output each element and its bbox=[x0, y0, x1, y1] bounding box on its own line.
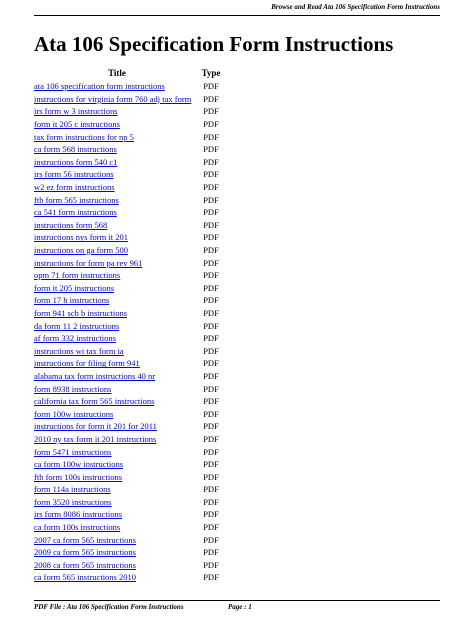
document-link[interactable]: instructions for filing form 941 bbox=[34, 358, 140, 369]
row-type-cell: PDF bbox=[203, 345, 219, 356]
row-title-cell bbox=[34, 508, 200, 521]
document-link[interactable]: ca form 100s instructions bbox=[34, 522, 121, 533]
table-body bbox=[34, 80, 222, 584]
row-title-cell bbox=[34, 420, 200, 433]
table-row bbox=[34, 156, 222, 169]
row-type-cell: PDF bbox=[203, 496, 219, 507]
table-row bbox=[34, 105, 222, 118]
table-row bbox=[34, 571, 222, 584]
document-link[interactable]: form 3520 instructions bbox=[34, 496, 112, 507]
document-link[interactable]: form 5471 instructions bbox=[34, 446, 112, 457]
row-type-cell: PDF bbox=[203, 182, 219, 193]
row-title-cell bbox=[34, 219, 200, 232]
document-link[interactable]: da form 11 2 instructions bbox=[34, 320, 120, 331]
document-link[interactable]: instructions form 568 bbox=[34, 219, 108, 230]
row-type-cell: PDF bbox=[203, 572, 219, 583]
row-title-cell bbox=[34, 370, 200, 383]
row-title-cell bbox=[34, 193, 200, 206]
document-link[interactable]: form 17 h instructions bbox=[34, 295, 110, 306]
table-row bbox=[34, 93, 222, 106]
row-type-cell: PDF bbox=[203, 106, 219, 117]
row-title-cell bbox=[34, 231, 200, 244]
table-row bbox=[34, 282, 222, 295]
document-link[interactable]: instructions nys form it 201 bbox=[34, 232, 128, 243]
running-header: Browse and Read Ata 106 Specification Form Instructions bbox=[271, 3, 440, 11]
row-type-cell: PDF bbox=[203, 421, 219, 432]
row-type-cell: PDF bbox=[203, 282, 219, 293]
row-title-cell bbox=[34, 294, 200, 307]
row-title-cell bbox=[34, 80, 200, 93]
row-type-cell: PDF bbox=[203, 509, 219, 520]
document-link[interactable]: instructions for form pa rev 961 bbox=[34, 257, 143, 268]
row-title-cell bbox=[34, 433, 200, 446]
row-title-cell bbox=[34, 559, 200, 572]
row-title-cell bbox=[34, 332, 200, 345]
footer-divider bbox=[34, 600, 440, 601]
row-type-cell: PDF bbox=[203, 408, 219, 419]
row-type-cell: PDF bbox=[203, 257, 219, 268]
table-row bbox=[34, 508, 222, 521]
document-link[interactable]: af form 332 instructions bbox=[34, 333, 116, 344]
document-link[interactable]: opm 71 form instructions bbox=[34, 270, 121, 281]
document-link[interactable]: form 114a instructions bbox=[34, 484, 111, 495]
row-title-cell bbox=[34, 118, 200, 131]
table-row bbox=[34, 370, 222, 383]
row-title-cell bbox=[34, 496, 200, 509]
row-type-cell: PDF bbox=[203, 144, 219, 155]
document-link[interactable]: irs form 56 instructions bbox=[34, 169, 114, 180]
row-title-cell bbox=[34, 571, 200, 584]
table-row bbox=[34, 420, 222, 433]
table-row bbox=[34, 470, 222, 483]
footer-page-number: Page : 1 bbox=[228, 603, 252, 611]
row-type-cell: PDF bbox=[203, 81, 219, 92]
row-title-cell bbox=[34, 357, 200, 370]
document-link[interactable]: instructions wi tax form ia bbox=[34, 345, 124, 356]
row-title-cell bbox=[34, 93, 200, 106]
table-row bbox=[34, 483, 222, 496]
row-title-cell bbox=[34, 244, 200, 257]
row-type-cell: PDF bbox=[203, 320, 219, 331]
document-link[interactable]: instructions for form it 201 for 2011 bbox=[34, 421, 157, 432]
table-row bbox=[34, 219, 222, 232]
table-row bbox=[34, 332, 222, 345]
table-row bbox=[34, 546, 222, 559]
row-title-cell bbox=[34, 483, 200, 496]
table-row bbox=[34, 357, 222, 370]
table-row bbox=[34, 130, 222, 143]
table-row bbox=[34, 244, 222, 257]
row-type-cell: PDF bbox=[203, 295, 219, 306]
row-type-cell: PDF bbox=[203, 547, 219, 558]
row-type-cell: PDF bbox=[203, 559, 219, 570]
row-title-cell bbox=[34, 445, 200, 458]
row-type-cell: PDF bbox=[203, 433, 219, 444]
table-row bbox=[34, 445, 222, 458]
header-divider bbox=[34, 15, 440, 16]
row-type-cell: PDF bbox=[203, 534, 219, 545]
table-row bbox=[34, 269, 222, 282]
row-type-cell: PDF bbox=[203, 396, 219, 407]
row-title-cell bbox=[34, 156, 200, 169]
table-row bbox=[34, 118, 222, 131]
table-row bbox=[34, 559, 222, 572]
document-link[interactable]: ftb form 565 instructions bbox=[34, 194, 119, 205]
document-link[interactable]: ftb form 100s instructions bbox=[34, 471, 123, 482]
document-link[interactable]: 2010 ny tax form it 201 instructions bbox=[34, 433, 157, 444]
row-title-cell bbox=[34, 546, 200, 559]
row-title-cell bbox=[34, 407, 200, 420]
row-title-cell bbox=[34, 130, 200, 143]
table-row bbox=[34, 181, 222, 194]
row-type-cell: PDF bbox=[203, 232, 219, 243]
table-row bbox=[34, 193, 222, 206]
document-link[interactable]: form it 205 instructions bbox=[34, 282, 115, 293]
row-title-cell bbox=[34, 282, 200, 295]
table-row bbox=[34, 80, 222, 93]
row-title-cell bbox=[34, 382, 200, 395]
row-type-cell: PDF bbox=[203, 459, 219, 470]
document-link[interactable]: irs form 8086 instructions bbox=[34, 509, 123, 520]
row-title-cell bbox=[34, 206, 200, 219]
row-type-cell: PDF bbox=[203, 93, 219, 104]
row-title-cell bbox=[34, 521, 200, 534]
column-header-title: Title bbox=[108, 68, 126, 78]
row-title-cell bbox=[34, 168, 200, 181]
table-row bbox=[34, 382, 222, 395]
row-type-cell: PDF bbox=[203, 446, 219, 457]
row-type-cell: PDF bbox=[203, 383, 219, 394]
document-link[interactable]: instructions for virginia form 760 adj tax form bbox=[34, 93, 192, 104]
document-link[interactable]: ca form 568 instructions bbox=[34, 144, 117, 155]
document-link[interactable]: alabama tax form instructions 40 nr bbox=[34, 370, 156, 381]
footer-file-label: PDF File : Ata 106 Specification Form Instructions bbox=[34, 603, 184, 611]
document-link[interactable]: 2007 ca form 565 instructions bbox=[34, 534, 136, 545]
document-list-table bbox=[34, 66, 222, 584]
row-title-cell bbox=[34, 319, 200, 332]
row-title-cell bbox=[34, 143, 200, 156]
table-row bbox=[34, 433, 222, 446]
row-title-cell bbox=[34, 181, 200, 194]
table-row bbox=[34, 319, 222, 332]
table-row bbox=[34, 395, 222, 408]
document-link[interactable]: instructions on ga form 500 bbox=[34, 245, 128, 256]
table-row bbox=[34, 231, 222, 244]
table-row bbox=[34, 458, 222, 471]
row-type-cell: PDF bbox=[203, 156, 219, 167]
row-title-cell bbox=[34, 395, 200, 408]
document-link[interactable]: ca 541 form instructions bbox=[34, 207, 117, 218]
row-title-cell bbox=[34, 533, 200, 546]
document-link[interactable]: form 100w instructions bbox=[34, 408, 114, 419]
table-row bbox=[34, 521, 222, 534]
row-title-cell bbox=[34, 105, 200, 118]
document-link[interactable]: 2008 ca form 565 instructions bbox=[34, 559, 136, 570]
row-type-cell: PDF bbox=[203, 333, 219, 344]
column-header-type: Type bbox=[201, 68, 221, 78]
document-link[interactable]: form it 205 c instructions bbox=[34, 119, 120, 130]
row-type-cell: PDF bbox=[203, 471, 219, 482]
table-row bbox=[34, 533, 222, 546]
document-link[interactable]: california tax form 565 instructions bbox=[34, 396, 155, 407]
table-row bbox=[34, 344, 222, 357]
row-type-cell: PDF bbox=[203, 131, 219, 142]
row-type-cell: PDF bbox=[203, 484, 219, 495]
row-type-cell: PDF bbox=[203, 219, 219, 230]
document-link[interactable]: ca form 565 instructions 2010 bbox=[34, 572, 136, 583]
document-link[interactable]: tax form instructions for np 5 bbox=[34, 131, 134, 142]
table-row bbox=[34, 407, 222, 420]
document-link[interactable]: w2 ez form instructions bbox=[34, 182, 115, 193]
row-title-cell bbox=[34, 458, 200, 471]
table-row bbox=[34, 496, 222, 509]
row-type-cell: PDF bbox=[203, 307, 219, 318]
document-link[interactable]: irs form w 3 instructions bbox=[34, 106, 118, 117]
row-type-cell: PDF bbox=[203, 245, 219, 256]
row-type-cell: PDF bbox=[203, 207, 219, 218]
table-row bbox=[34, 307, 222, 320]
table-row bbox=[34, 206, 222, 219]
row-type-cell: PDF bbox=[203, 169, 219, 180]
row-type-cell: PDF bbox=[203, 370, 219, 381]
table-row bbox=[34, 256, 222, 269]
row-title-cell bbox=[34, 307, 200, 320]
document-link[interactable]: ata 106 specification form instructions bbox=[34, 81, 165, 92]
row-type-cell: PDF bbox=[203, 119, 219, 130]
page-title: Ata 106 Specification Form Instructions bbox=[34, 32, 394, 56]
row-type-cell: PDF bbox=[203, 194, 219, 205]
row-type-cell: PDF bbox=[203, 270, 219, 281]
row-type-cell: PDF bbox=[203, 358, 219, 369]
row-title-cell bbox=[34, 256, 200, 269]
document-link[interactable]: 2009 ca form 565 instructions bbox=[34, 547, 136, 558]
table-row bbox=[34, 143, 222, 156]
row-type-cell: PDF bbox=[203, 522, 219, 533]
table-header-row bbox=[34, 66, 222, 80]
row-title-cell bbox=[34, 470, 200, 483]
document-link[interactable]: instructions form 540 c1 bbox=[34, 156, 118, 167]
document-link[interactable]: form 941 sch b instructions bbox=[34, 307, 128, 318]
row-title-cell bbox=[34, 269, 200, 282]
table-row bbox=[34, 168, 222, 181]
document-link[interactable]: form 8938 instructions bbox=[34, 383, 112, 394]
table-row bbox=[34, 294, 222, 307]
row-title-cell bbox=[34, 344, 200, 357]
document-link[interactable]: ca form 100w instructions bbox=[34, 459, 123, 470]
